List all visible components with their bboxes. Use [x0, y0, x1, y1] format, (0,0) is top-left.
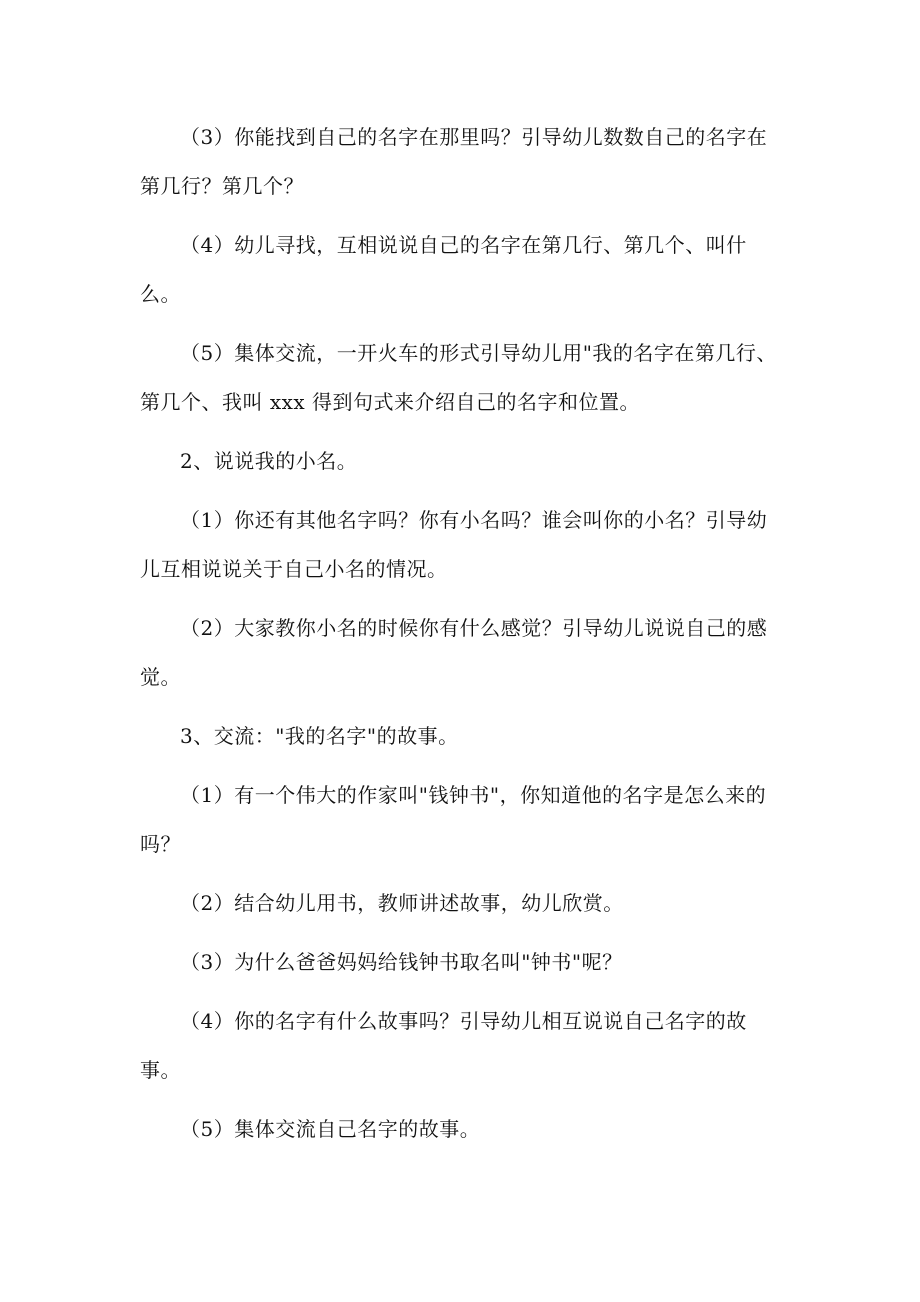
paragraph-activity-1-step-4: （4）幼儿寻找，互相说说自己的名字在第几行、第几个、叫什么。 — [140, 233, 747, 306]
paragraph-activity-3-step-3: （3）为什么爸爸妈妈给钱钟书取名叫"钟书"呢？ — [180, 950, 623, 974]
document-body — [140, 113, 783, 1154]
paragraph-activity-3-step-1: （1）有一个伟大的作家叫"钱钟书"，你知道他的名字是怎么来的吗？ — [140, 783, 767, 856]
paragraph-activity-2-step-1: （1）你还有其他名字吗？你有小名吗？谁会叫你的小名？引导幼儿互相说说关于自己小名的情况。 — [140, 508, 768, 581]
paragraph-activity-3-step-4: （4）你的名字有什么故事吗？引导幼儿相互说说自己名字的故事。 — [140, 1009, 747, 1082]
paragraph-activity-1-step-5: （5）集体交流，一开火车的形式引导幼儿用"我的名字在第几行、第几个、我叫 xxx 得到句式来介绍自己的名字和位置。 — [140, 341, 777, 414]
section-heading-3: 3、交流："我的名字"的故事。 — [180, 724, 459, 748]
section-heading-2: 2、说说我的小名。 — [180, 449, 358, 473]
paragraph-activity-1-step-3: （3）你能找到自己的名字在那里吗？引导幼儿数数自己的名字在第几行？第几个？ — [140, 125, 768, 198]
paragraph-activity-2-step-2: （2）大家教你小名的时候你有什么感觉？引导幼儿说说自己的感觉。 — [140, 616, 768, 689]
paragraph-activity-3-step-5: （5）集体交流自己名字的故事。 — [180, 1117, 481, 1141]
paragraph-activity-3-step-2: （2）结合幼儿用书，教师讲述故事，幼儿欣赏。 — [180, 891, 624, 915]
